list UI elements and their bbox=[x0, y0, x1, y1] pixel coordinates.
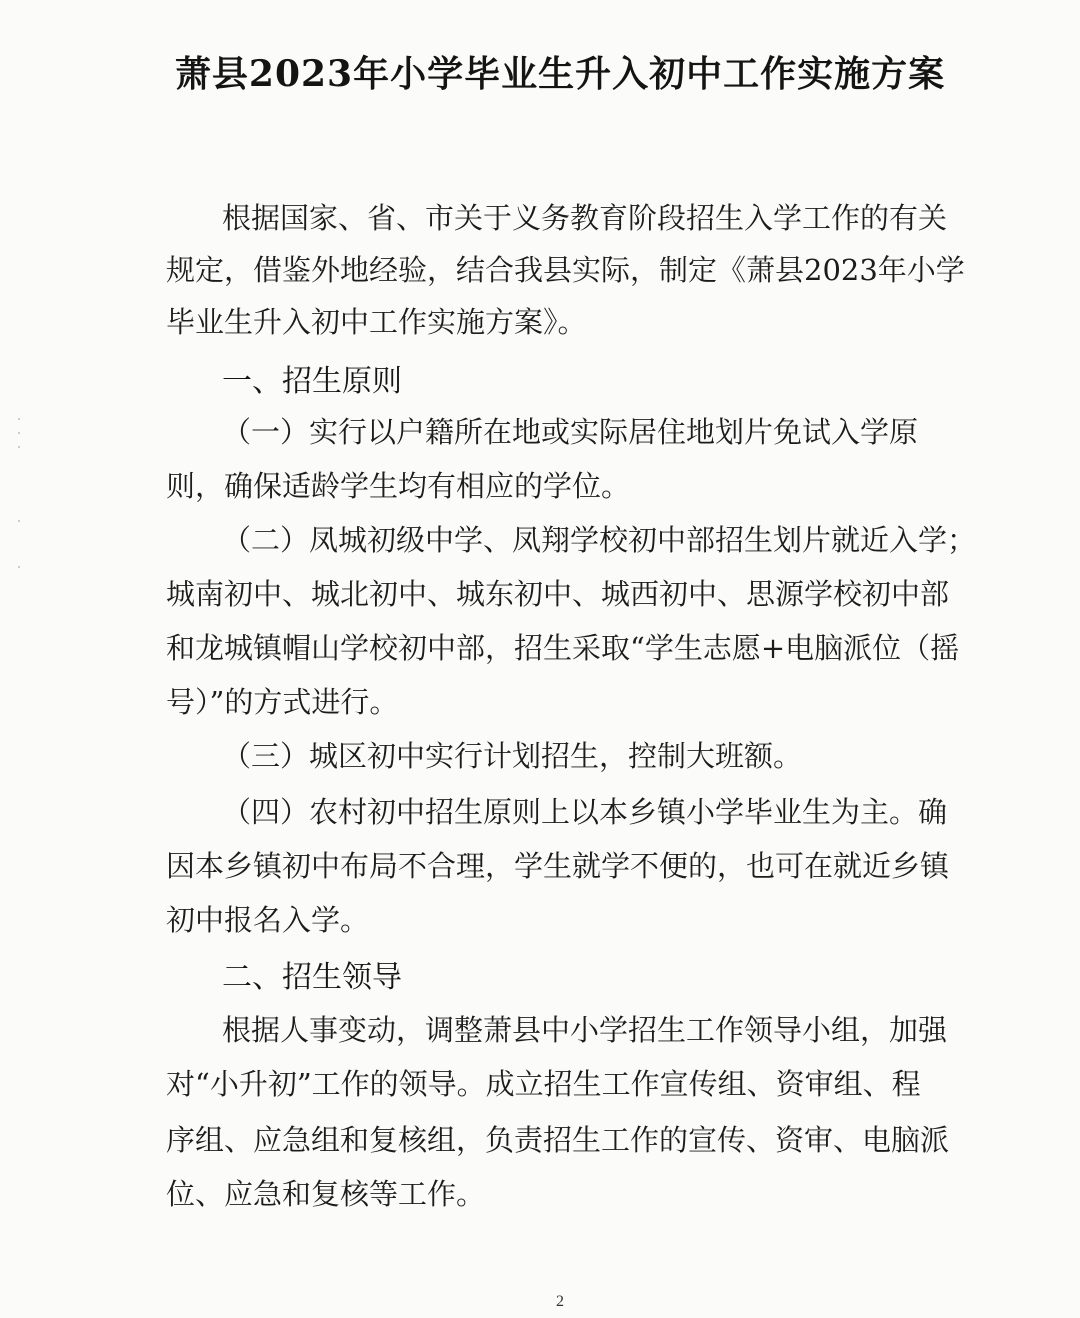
scan-mark bbox=[18, 520, 20, 522]
section2-line-3: 序组、应急组和复核组，负责招生工作的宣传、资审、电脑派 bbox=[166, 1123, 950, 1157]
page-number: 2 bbox=[556, 1293, 564, 1310]
document-title: 萧县2023年小学毕业生升入初中工作实施方案 bbox=[174, 53, 946, 95]
section2-line-4: 位、应急和复核等工作。 bbox=[166, 1177, 486, 1211]
item4-line-3: 初中报名入学。 bbox=[166, 903, 370, 937]
section2-line-1: 根据人事变动，调整萧县中小学招生工作领导小组，加强 bbox=[222, 1013, 948, 1047]
section-heading-leadership: 二、招生领导 bbox=[222, 960, 402, 995]
item4-line-1: （四）农村初中招生原则上以本乡镇小学毕业生为主。确 bbox=[222, 795, 948, 829]
item4-line-2: 因本乡镇初中布局不合理，学生就学不便的，也可在就近乡镇 bbox=[166, 849, 950, 883]
item2-line-4: 号）”的方式进行。 bbox=[166, 685, 399, 719]
scan-mark bbox=[18, 446, 20, 448]
section-heading-principles: 一、招生原则 bbox=[222, 364, 402, 399]
item3-line-1: （三）城区初中实行计划招生，控制大班额。 bbox=[222, 739, 803, 773]
item2-line-3: 和龙城镇帽山学校初中部，招生采取“学生志愿+电脑派位（摇 bbox=[166, 631, 960, 665]
scan-mark bbox=[18, 566, 20, 568]
section2-line-2: 对“小升初”工作的领导。成立招生工作宣传组、资审组、程 bbox=[166, 1067, 921, 1101]
scan-mark bbox=[18, 418, 20, 420]
item1-line-2: 则，确保适龄学生均有相应的学位。 bbox=[166, 469, 631, 503]
scan-mark bbox=[18, 432, 20, 434]
item2-line-2: 城南初中、城北初中、城东初中、城西初中、思源学校初中部 bbox=[166, 577, 950, 611]
intro-line-1: 根据国家、省、市关于义务教育阶段招生入学工作的有关 bbox=[222, 201, 948, 235]
intro-line-3: 毕业生升入初中工作实施方案》。 bbox=[166, 305, 587, 339]
item2-line-1: （二）凤城初级中学、凤翔学校初中部招生划片就近入学； bbox=[222, 523, 977, 557]
item1-line-1: （一）实行以户籍所在地或实际居住地划片免试入学原 bbox=[222, 415, 919, 449]
intro-line-2: 规定，借鉴外地经验，结合我县实际，制定《萧县2023年小学 bbox=[166, 253, 965, 287]
